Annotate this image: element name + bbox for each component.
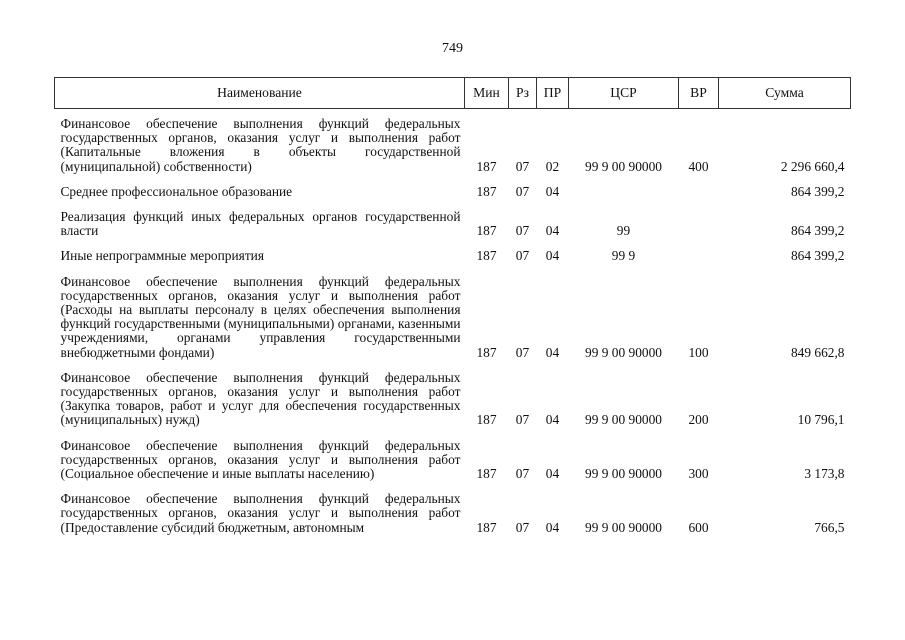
header-vr: ВР xyxy=(679,78,719,109)
header-sum: Сумма xyxy=(719,78,851,109)
row-min: 187 xyxy=(476,412,497,428)
table-row xyxy=(55,174,851,199)
row-pr: 04 xyxy=(545,223,560,239)
row-vr xyxy=(679,199,719,238)
row-rz: 07 xyxy=(515,158,530,174)
row-vr: 100 xyxy=(688,344,709,360)
row-pr: 04 xyxy=(545,248,560,264)
table-body xyxy=(55,109,851,535)
row-sum: 864 399,2 xyxy=(790,183,845,199)
table-row xyxy=(55,264,851,360)
row-sum: 766,5 xyxy=(814,519,845,535)
budget-table xyxy=(54,77,851,535)
row-csr: 99 9 00 90000 xyxy=(585,158,662,174)
header-name: Наименование xyxy=(55,78,465,109)
row-name: Финансовое обеспечение выполнения функций федеральных государственных органов, оказания услуг и выполнения работ (Закупка товаров, работ и услуг для обеспечения государственных (муниципальных) нужд) xyxy=(60,369,461,428)
row-min: 187 xyxy=(476,466,497,482)
row-name: Финансовое обеспечение выполнения функций федеральных государственных органов, оказания услуг и выполнения работ (Расходы на выплаты персоналу в целях обеспечения выполнения функций государственными (муниципальными) органами, казенными учреждениями, органами управления государственными внебюджетными фондами) xyxy=(60,273,461,360)
row-min: 187 xyxy=(476,248,497,264)
row-name: Среднее профессиональное образование xyxy=(60,183,293,199)
row-pr: 04 xyxy=(545,412,560,428)
row-vr xyxy=(679,238,719,263)
row-vr xyxy=(679,174,719,199)
row-sum: 864 399,2 xyxy=(790,223,845,239)
row-name: Финансовое обеспечение выполнения функций федеральных государственных органов, оказания услуг и выполнения работ (Предоставление субсидий бюджетным, автономным xyxy=(60,491,461,535)
row-name: Финансовое обеспечение выполнения функций федеральных государственных органов, оказания услуг и выполнения работ (Капитальные вложения в объекты государственной (муниципальной) собственности) xyxy=(60,116,461,174)
row-min: 187 xyxy=(476,344,497,360)
row-sum: 10 796,1 xyxy=(797,412,845,428)
row-csr: 99 9 xyxy=(611,248,636,264)
row-rz: 07 xyxy=(515,183,530,199)
row-vr: 300 xyxy=(688,466,709,482)
row-min: 187 xyxy=(476,223,497,239)
row-rz: 07 xyxy=(515,223,530,239)
row-pr: 02 xyxy=(545,158,560,174)
row-vr: 400 xyxy=(688,158,709,174)
table-row xyxy=(55,481,851,535)
row-pr: 04 xyxy=(545,183,560,199)
row-sum: 849 662,8 xyxy=(790,344,845,360)
header-min: Мин xyxy=(465,78,509,109)
row-name: Иные непрограммные мероприятия xyxy=(60,248,264,264)
row-vr: 600 xyxy=(688,519,709,535)
row-csr: 99 9 00 90000 xyxy=(585,412,662,428)
row-rz: 07 xyxy=(515,466,530,482)
row-sum: 2 296 660,4 xyxy=(780,158,845,174)
row-pr: 04 xyxy=(545,344,560,360)
header-pr: ПР xyxy=(537,78,569,109)
page-number: 749 xyxy=(442,41,463,56)
row-csr: 99 9 00 90000 xyxy=(585,519,662,535)
row-sum: 3 173,8 xyxy=(804,466,845,482)
row-min: 187 xyxy=(476,519,497,535)
header-rz: Рз xyxy=(509,78,537,109)
table-row xyxy=(55,238,851,263)
row-min: 187 xyxy=(476,183,497,199)
row-vr: 200 xyxy=(688,412,709,428)
row-csr: 99 9 00 90000 xyxy=(585,466,662,482)
table-row xyxy=(55,109,851,174)
row-rz: 07 xyxy=(515,519,530,535)
row-rz: 07 xyxy=(515,412,530,428)
row-pr: 04 xyxy=(545,466,560,482)
row-csr: 99 xyxy=(616,223,631,239)
row-pr: 04 xyxy=(545,519,560,535)
table-header xyxy=(55,78,851,109)
header-row xyxy=(55,78,851,109)
row-min: 187 xyxy=(476,158,497,174)
table-row xyxy=(55,199,851,238)
row-rz: 07 xyxy=(515,248,530,264)
table-row xyxy=(55,428,851,482)
header-csr: ЦСР xyxy=(569,78,679,109)
row-name: Реализация функций иных федеральных органов государственной власти xyxy=(60,209,461,239)
row-name: Финансовое обеспечение выполнения функций федеральных государственных органов, оказания услуг и выполнения работ (Социальное обеспечение и иные выплаты населению) xyxy=(60,437,461,482)
row-csr xyxy=(569,174,679,199)
row-csr: 99 9 00 90000 xyxy=(585,344,662,360)
row-sum: 864 399,2 xyxy=(790,248,845,264)
row-rz: 07 xyxy=(515,344,530,360)
table-row xyxy=(55,360,851,428)
